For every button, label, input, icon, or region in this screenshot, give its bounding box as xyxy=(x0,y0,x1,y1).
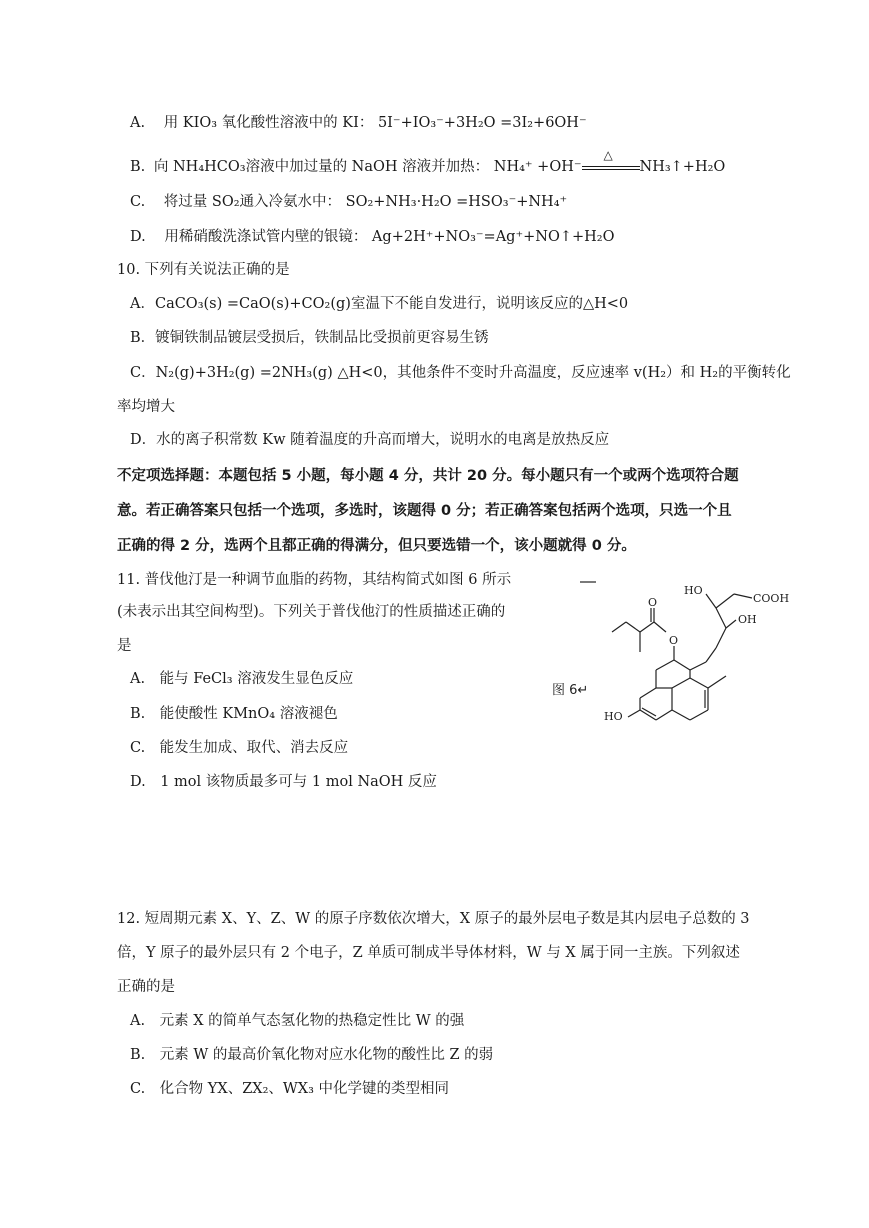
q9-option-b-label: B. xyxy=(130,159,146,175)
fig-label-o-carbonyl: O xyxy=(648,596,658,609)
q12-stem-line-3: 正确的是 xyxy=(117,979,175,995)
q10-option-c-line-1: C．N₂(g)+3H₂(g) =2NH₃(g) △H<0，其他条件不变时升高温度，反应速率 v(H₂）和 H₂的平衡转化 xyxy=(130,365,791,381)
fig-label-ho-bottom: HO xyxy=(604,710,623,723)
q12-option-a: A. 元素 X 的简单气态氢化物的热稳定性比 W 的强 xyxy=(130,1013,465,1029)
q11-stem-line-1: 11. 普伐他汀是一种调节血脂的药物，其结构简式如图 6 所示 xyxy=(117,572,512,588)
q9-option-c xyxy=(130,192,567,212)
q9-option-d-label: D. xyxy=(130,229,146,245)
q12-stem-line-1: 12. 短周期元素 X、Y、Z、W 的原子序数依次增大，X 原子的最外层电子数是其内层电子总数的 3 xyxy=(117,911,750,927)
q9-option-a-text: 用 KIO₃ 氧化酸性溶液中的 KI： 5I⁻+IO₃⁻+3H₂O =3I₂+6OH⁻ xyxy=(163,115,587,131)
q12-option-c: C. 化合物 YX、ZX₂、WX₃ 中化学键的类型相同 xyxy=(130,1081,450,1097)
q9-option-b-text-1: 向 NH₄HCO₃溶液中加过量的 NaOH 溶液并加热： NH₄⁺ +OH⁻ xyxy=(153,159,582,175)
pravastatin-structure-figure xyxy=(548,572,798,732)
fig-label-oh: OH xyxy=(738,613,757,626)
section-instructions-line-1: 不定项选择题：本题包括 5 小题，每小题 4 分，共计 20 分。每小题只有一个或两个选项符合题 xyxy=(117,468,739,484)
q9-option-d xyxy=(130,227,614,247)
q9-option-b-text-2: NH₃↑+H₂O xyxy=(639,159,726,175)
fig-label-cooh: COOH xyxy=(753,592,790,605)
q9-option-c-label: C. xyxy=(130,194,146,210)
q10-option-d: D．水的离子积常数 Kw 随着温度的升高而增大，说明水的电离是放热反应 xyxy=(130,432,610,448)
fig-label-ho-top: HO xyxy=(684,584,703,597)
section-instructions-line-2: 意。若正确答案只包括一个选项，多选时，该题得 0 分；若正确答案包括两个选项，只选一个且 xyxy=(117,503,732,519)
heating-condition-sign xyxy=(582,148,640,177)
q10-option-b: B．镀铜铁制品镀层受损后，铁制品比受损前更容易生锈 xyxy=(130,330,489,346)
q11-option-a: A. 能与 FeCl₃ 溶液发生显色反应 xyxy=(130,671,354,687)
q9-option-b xyxy=(130,148,726,177)
q11-option-b: B. 能使酸性 KMnO₄ 溶液褪色 xyxy=(130,706,338,722)
q11-option-c: C. 能发生加成、取代、消去反应 xyxy=(130,740,349,756)
q9-option-d-text: 用稀硝酸洗涤试管内壁的银镜： Ag+2H⁺+NO₃⁻=Ag⁺+NO↑+H₂O xyxy=(164,229,615,245)
q9-option-a-label: A. xyxy=(130,115,146,131)
q12-stem-line-2: 倍，Y 原子的最外层只有 2 个电子，Z 单质可制成半导体材料，W 与 X 属于同一主族。下列叙述 xyxy=(117,945,740,961)
q10-stem: 10. 下列有关说法正确的是 xyxy=(117,262,290,278)
figure-caption: 图 6↵ xyxy=(552,683,589,698)
fig-label-o-ester: O xyxy=(669,634,679,647)
heat-triangle-icon: △ xyxy=(603,148,613,162)
q10-option-a: A．CaCO₃(s) =CaO(s)+CO₂(g)室温下不能自发进行，说明该反应的△H<0 xyxy=(130,296,629,312)
section-instructions-line-3: 正确的得 2 分，选两个且都正确的得满分，但只要选错一个，该小题就得 0 分。 xyxy=(117,538,636,554)
q11-stem-line-2: (未表示出其空间构型)。下列关于普伐他汀的性质描述正确的 xyxy=(117,604,506,620)
q9-option-a xyxy=(130,113,587,133)
q11-option-d: D. 1 mol 该物质最多可与 1 mol NaOH 反应 xyxy=(130,774,437,790)
q10-option-c-line-2: 率均增大 xyxy=(117,399,175,415)
q12-option-b: B. 元素 W 的最高价氧化物对应水化物的酸性比 Z 的弱 xyxy=(130,1047,494,1063)
q9-option-c-text: 将过量 SO₂通入冷氨水中： SO₂+NH₃·H₂O =HSO₃⁻+NH₄⁺ xyxy=(163,194,568,210)
q11-stem-line-3: 是 xyxy=(117,638,132,654)
